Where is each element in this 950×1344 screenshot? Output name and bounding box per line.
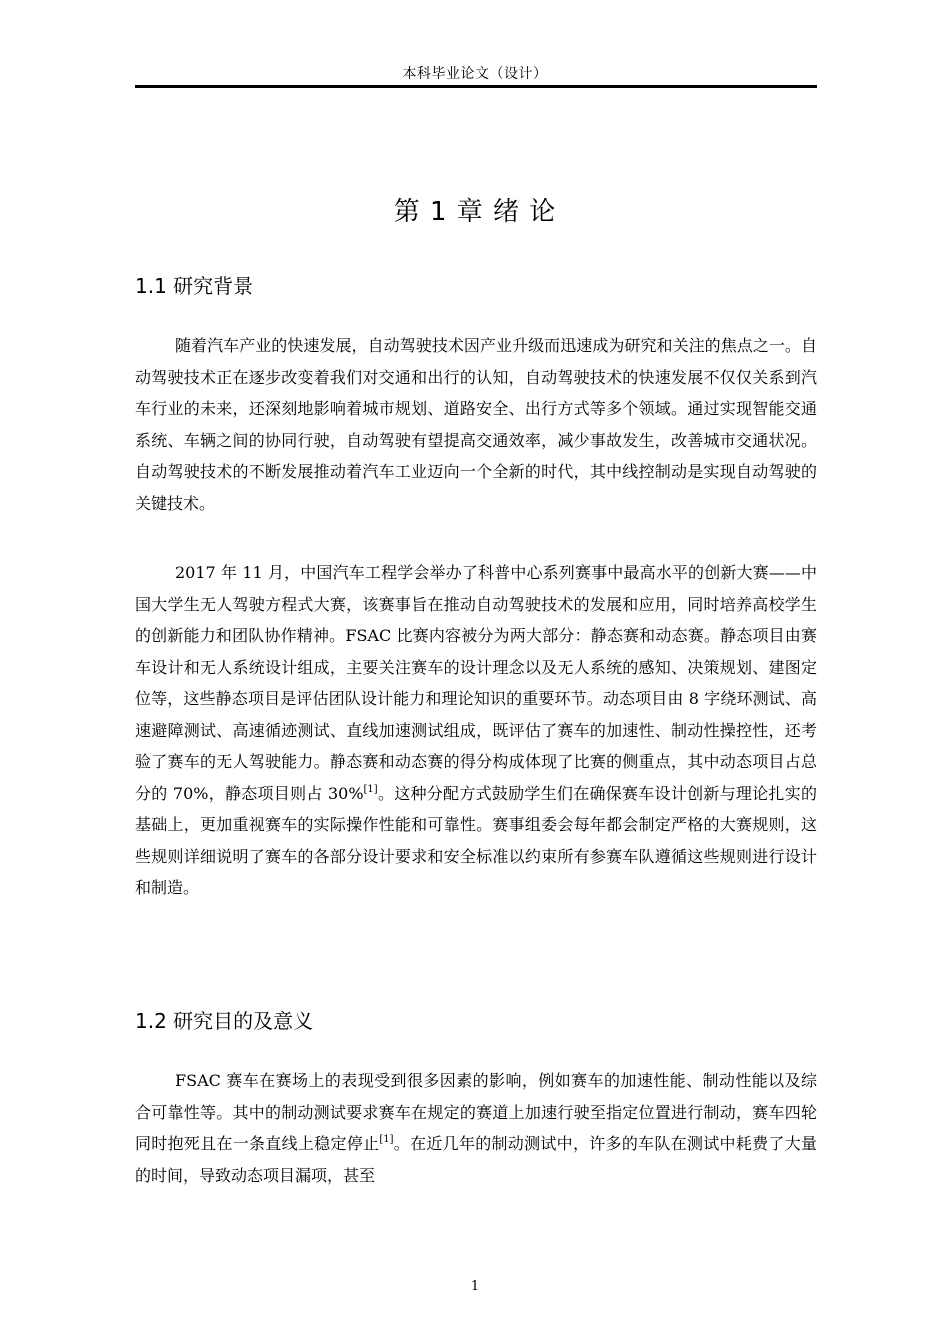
section-heading-1-1: 1.1 研究背景 (135, 274, 254, 298)
paragraph-text: 。这种分配方式鼓励学生们在确保赛车设计创新与理论扎实的基础上，更加重视赛车的实际操作性能和可靠性。赛事组委会每年都会制定严格的大赛规则，这些规则详细说明了赛车的各部分设计要求和安全标准以约束所有参赛车队遵循这些规则进行设计和制造。 (135, 783, 817, 897)
paragraph-background-2 (135, 557, 817, 904)
paragraph-text: 。在近几年的制动测试中，许多的车队在测试中耗费了大量的时间，导致动态项目漏项，甚至 (135, 1134, 817, 1185)
running-header: 本科毕业论文（设计） (402, 66, 548, 82)
paragraph-background-1: 随着汽车产业的快速发展，自动驾驶技术因产业升级而迅速成为研究和关注的焦点之一。自动驾驶技术正在逐步改变着我们对交通和出行的认知，自动驾驶技术的快速发展不仅仅关系到汽车行业的未来，还深刻地影响着城市规划、道路安全、出行方式等多个领域。通过实现智能交通系统、车辆之间的协同行驶，自动驾驶有望提高交通效率，减少事故发生，改善城市交通状况。自动驾驶技术的不断发展推动着汽车工业迈向一个全新的时代，其中线控制动是实现自动驾驶的关键技术。 (135, 336, 817, 513)
paragraph-text: FSAC 赛车在赛场上的表现受到很多因素的影响，例如赛车的加速性能、制动性能以及综合可靠性等。其中的制动测试要求赛车在规定的赛道上加速行驶至指定位置进行制动，赛车四轮同时抱死且在一条直线上稳定停止 (135, 1071, 817, 1153)
page-number: 1 (470, 1279, 480, 1294)
paragraph-purpose-1 (135, 1065, 817, 1191)
section-heading-1-2: 1.2 研究目的及意义 (135, 1009, 314, 1033)
paragraph-text: 2017 年 11 月，中国汽车工程学会举办了科普中心系列赛事中最高水平的创新大赛——中国大学生无人驾驶方程式大赛，该赛事旨在推动自动驾驶技术的发展和应用，同时培养高校学生的创新能力和团队协作精神。FSAC 比赛内容被分为两大部分：静态赛和动态赛。静态项目由赛车设计和无人系统设计组成，主要关注赛车的设计理念以及无人系统的感知、决策规划、建图定位等，这些静态项目是评估团队设计能力和理论知识的重要环节。动态项目由 8 字绕环测试、高速避障测试、高速循迹测试、直线加速测试组成，既评估了赛车的加速性、制动性操控性，还考验了赛车的无人驾驶能力。静态赛和动态赛的得分构成体现了比赛的侧重点，其中动态项目占总分的 70%，静态项目则占 30% (135, 563, 817, 803)
chapter-title: 第 1 章 绪 论 (393, 197, 557, 227)
header-rule (135, 85, 817, 88)
citation-1: [1] (379, 1134, 394, 1145)
citation-1: [1] (363, 783, 378, 795)
